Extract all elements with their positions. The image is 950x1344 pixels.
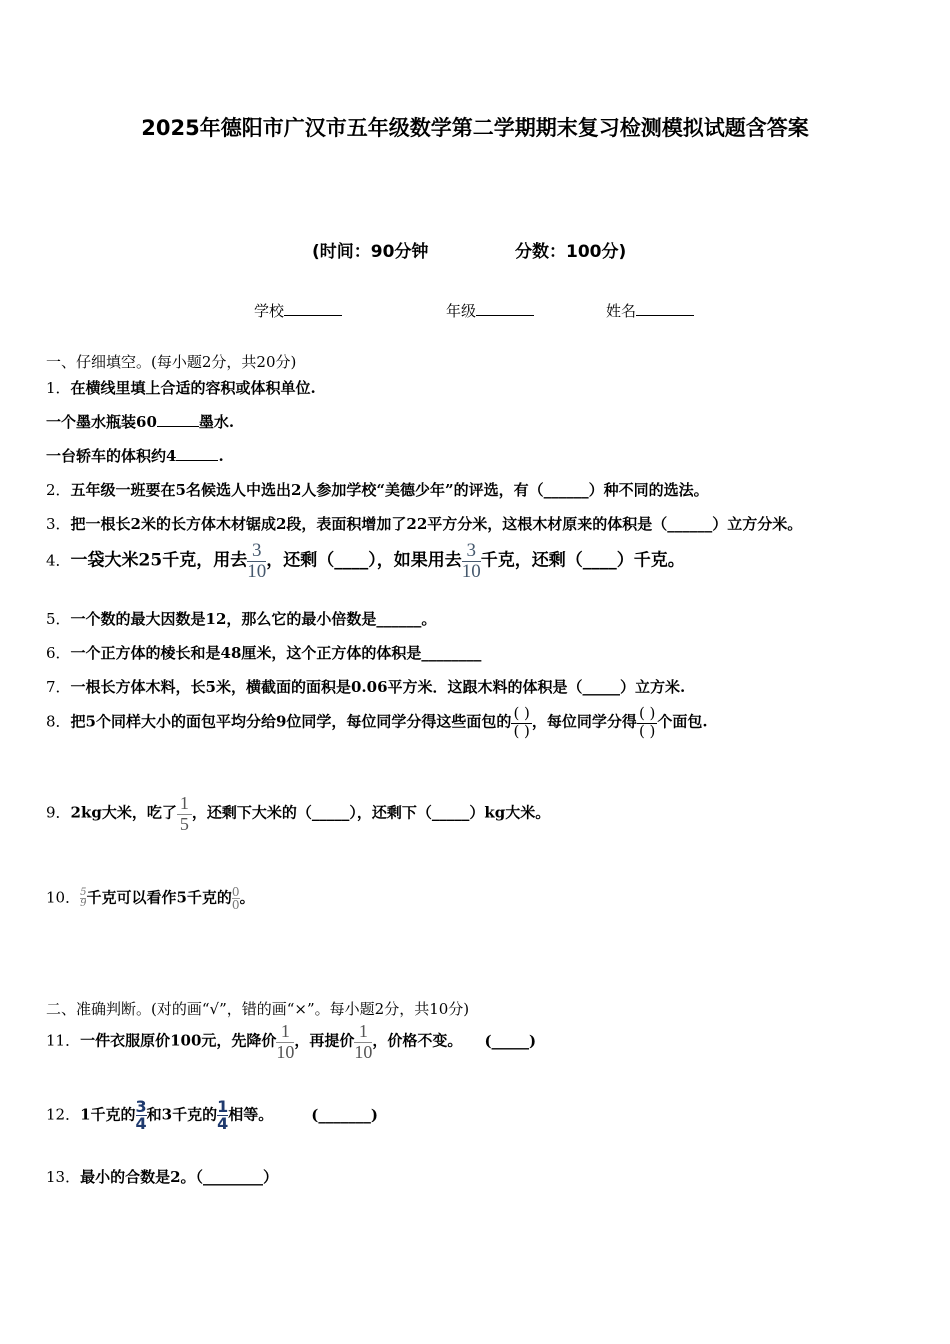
frac-numerator: 1: [177, 794, 192, 815]
frac-numerator: 1: [354, 1022, 372, 1043]
frac-numerator-blank: ( ): [638, 704, 656, 722]
question-6: [46, 642, 481, 663]
q1-blank-2[interactable]: [176, 446, 218, 461]
frac-numerator: 3: [135, 1097, 147, 1116]
answer-blank[interactable]: (_______): [311, 1105, 378, 1124]
question-number: 8．: [46, 712, 71, 731]
q1-line2-text: 一台轿车的体积约4: [46, 447, 177, 465]
frac-denominator: 10: [247, 561, 267, 582]
question-1-line-1: [46, 411, 234, 432]
school-blank[interactable]: [284, 301, 342, 316]
q4-text-b: ，还剩（____），如果用去: [266, 550, 462, 571]
q10-text-a: 千克可以看作5千克的: [86, 888, 232, 907]
question-text: 一个数的最大因数是12，那么它的最小倍数是______。: [70, 610, 437, 628]
question-text: 一个正方体的棱长和是48厘米，这个正方体的体积是________: [70, 644, 482, 662]
question-number: 5．: [46, 610, 71, 628]
question-1-line-2: [46, 445, 224, 466]
question-12: [46, 1099, 378, 1132]
q11-text-c: ，价格不变。: [372, 1031, 463, 1050]
frac-denominator-blank: ( ): [513, 722, 530, 740]
grade-field: [446, 300, 534, 321]
page-title: 2025年德阳市广汉市五年级数学第二学期期末复习检测模拟试题含答案: [141, 116, 809, 140]
question-10: [46, 886, 255, 911]
fraction-3-10: [247, 541, 266, 581]
school-label: 学校: [254, 302, 285, 320]
q9-text-b: ，还剩下大米的（_____），还剩下（_____）kg大米。: [191, 803, 551, 822]
frac-numerator: 3: [462, 541, 481, 562]
frac-denominator: 4: [217, 1114, 229, 1133]
section-1-heading: 一、仔细填空。(每小题2分，共20分): [46, 353, 297, 371]
question-number: 11．: [46, 1031, 81, 1050]
question-number: 13．: [46, 1168, 81, 1186]
q4-text-c: 千克，还剩（____）千克。: [480, 550, 685, 571]
name-field: [606, 300, 694, 321]
frac-numerator-blank: ( ): [513, 704, 530, 722]
question-text: 最小的合数是2。（________）: [80, 1168, 279, 1186]
fraction-3-4: [136, 1099, 147, 1132]
name-blank[interactable]: [636, 301, 694, 316]
frac-numerator: 1: [217, 1097, 229, 1116]
q8-text-a: 把5个同样大小的面包平均分给9位同学，每位同学分得这些面包的: [70, 712, 512, 731]
question-number: 7．: [46, 678, 71, 696]
grade-label: 年级: [446, 302, 477, 320]
question-text: 一根长方体木料，长5米，横截面的面积是0.06平方米．这跟木料的体积是（_____）立方米.: [70, 678, 686, 696]
question-4: [46, 541, 685, 581]
question-number: 12．: [46, 1105, 81, 1124]
fraction-1-10: [354, 1022, 372, 1061]
q12-text-b: 和3千克的: [146, 1105, 218, 1124]
q12-text-c: 相等。: [228, 1105, 274, 1124]
frac-numerator: 1: [276, 1022, 294, 1043]
question-number: 2．: [46, 481, 71, 499]
fraction-3-10: [462, 541, 481, 581]
fraction-1-10: [276, 1022, 294, 1061]
answer-blank[interactable]: (_____): [484, 1031, 537, 1050]
exam-time: (时间：90分钟: [312, 242, 429, 262]
q1-line1-suffix: 墨水.: [198, 413, 235, 431]
question-number: 9．: [46, 803, 71, 822]
name-label: 姓名: [606, 302, 637, 320]
frac-denominator: 9: [80, 898, 87, 909]
frac-denominator: 10: [276, 1042, 295, 1062]
q4-text-a: 一袋大米25千克，用去: [70, 550, 248, 571]
q8-text-b: ，每位同学分得: [531, 712, 637, 731]
frac-numerator: 5: [80, 887, 87, 898]
question-2: [46, 479, 709, 500]
grade-blank[interactable]: [476, 301, 534, 316]
q12-text-a: 1千克的: [80, 1105, 136, 1124]
question-number: 6．: [46, 644, 71, 662]
blank-fraction[interactable]: [511, 706, 531, 739]
question-number: 3．: [46, 515, 71, 533]
fraction-1-5: [177, 794, 192, 833]
question-text: 五年级一班要在5名候选人中选出2人参加学校“美德少年”的评选，有（______）种不同的选法。: [70, 481, 709, 499]
q11-text-b: ，再提价: [294, 1031, 355, 1050]
frac-denominator: 0: [231, 898, 240, 912]
frac-denominator: 5: [179, 814, 189, 834]
question-3: [46, 513, 802, 534]
frac-denominator: 4: [135, 1114, 147, 1133]
fraction-1-4: [217, 1099, 228, 1132]
q9-text-a: 2kg大米，吃了: [70, 803, 177, 822]
question-8: [46, 706, 708, 739]
question-7: [46, 676, 685, 697]
frac-denominator: 10: [354, 1042, 373, 1062]
question-5: [46, 608, 436, 629]
section-2-heading: 二、准确判断。(对的画“√”，错的画“×”。每小题2分，共10分): [46, 1000, 470, 1018]
school-field: [254, 300, 342, 321]
q1-line2-suffix: .: [218, 447, 224, 465]
exam-score: 分数：100分): [515, 242, 627, 262]
question-number: 4．: [46, 551, 71, 570]
blank-fraction[interactable]: [637, 706, 657, 739]
question-text: 把一根长2米的长方体木材锯成2段，表面积增加了22平方分米，这根木材原来的体积是（______）立方分米。: [70, 515, 803, 533]
question-number: 1．: [46, 379, 71, 397]
question-1: [46, 377, 316, 398]
frac-denominator: 10: [461, 561, 481, 582]
question-text: 在横线里填上合适的容积或体积单位.: [70, 379, 316, 397]
q8-text-c: 个面包.: [657, 712, 708, 731]
question-9: [46, 794, 550, 833]
q1-line1-text: 一个墨水瓶装60: [46, 413, 157, 431]
fraction-placeholder: [232, 886, 240, 911]
question-number: 10．: [46, 888, 81, 907]
frac-denominator-blank: ( ): [638, 722, 656, 740]
q11-text-a: 一件衣服原价100元，先降价: [80, 1031, 277, 1050]
q10-text-b: 。: [239, 888, 255, 907]
q1-blank-1[interactable]: [157, 412, 199, 427]
question-13: [46, 1166, 278, 1187]
frac-numerator: 0: [231, 885, 240, 899]
frac-numerator: 3: [247, 541, 266, 562]
question-11: [46, 1022, 536, 1061]
